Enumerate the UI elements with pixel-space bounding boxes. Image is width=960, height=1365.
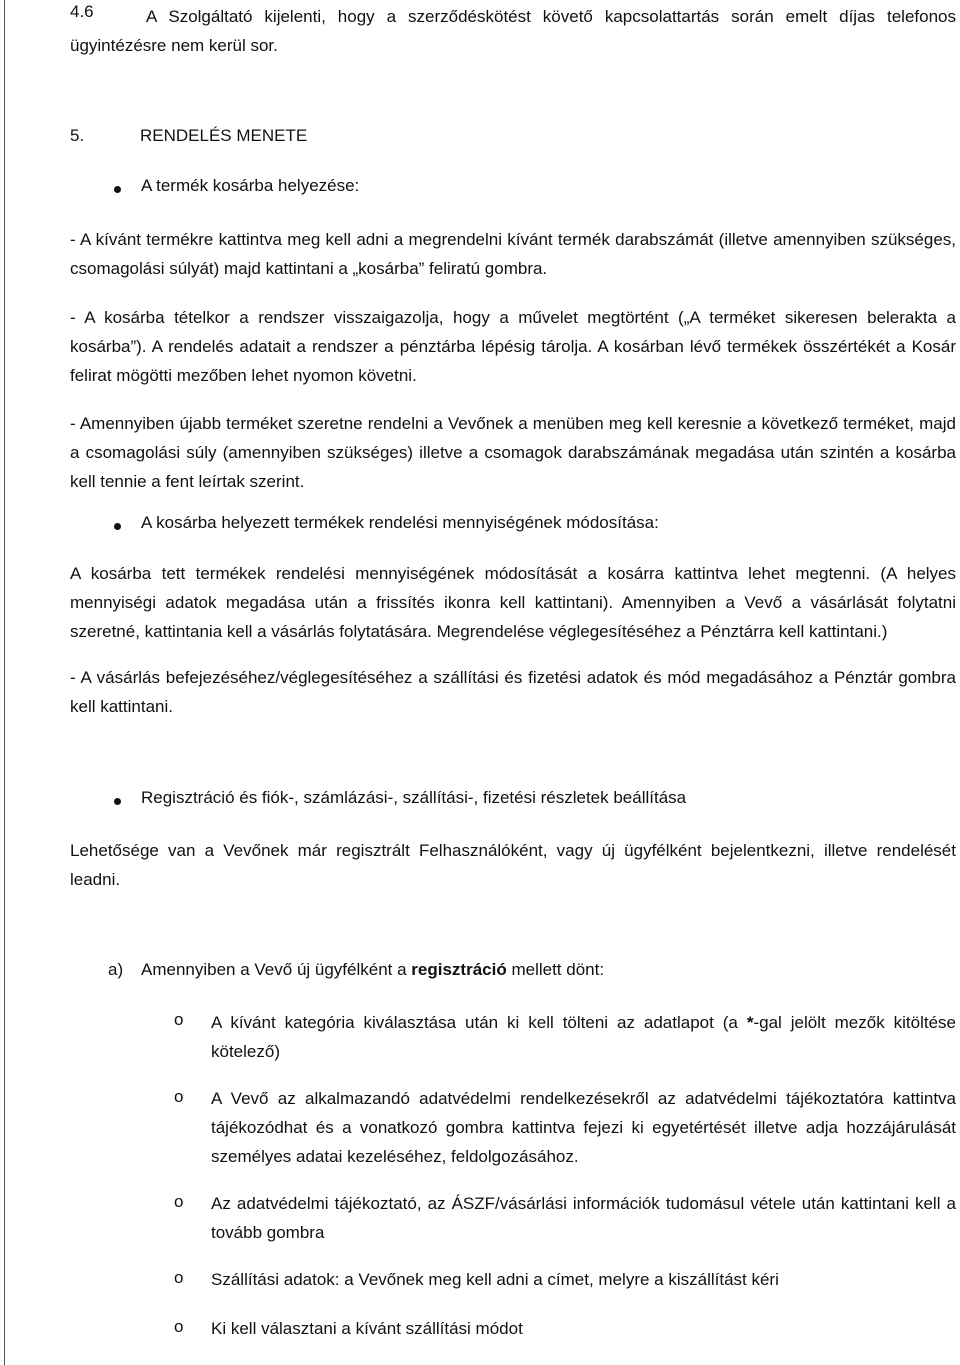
sub-item-1-bold: * bbox=[746, 1013, 754, 1032]
bullet-icon bbox=[114, 186, 121, 193]
section-4-6-number: 4.6 bbox=[70, 2, 94, 21]
bullet-1-para-2: - A kosárba tételkor a rendszer visszaigazolja, hogy a művelet megtörtént („A terméket sikeresen belerakta a kosárba”). A rendelés adatait a rendszer a pénztárba lépésig tárolja. A kosárban lévő termékek összértékét a Kosár felirat mögötti mezőben lehet nyomon követni. bbox=[70, 308, 956, 385]
bullet-1-para-1: - A kívánt termékre kattintva meg kell adni a megrendelni kívánt termék darabszámát (illetve amennyiben szükséges, csomagolási súlyát) majd kattintani a „kosárba” feliratú gombra. bbox=[70, 230, 956, 278]
item-a-text: Amennyiben a Vevő új ügyfélként a regisztráció mellett dönt: bbox=[141, 960, 605, 979]
sub-marker-icon: o bbox=[174, 1087, 184, 1106]
sub-marker-icon: o bbox=[174, 1010, 184, 1029]
bullet-2-title: A kosárba helyezett termékek rendelési mennyiségének módosítása: bbox=[141, 513, 659, 532]
bullet-2-body bbox=[70, 559, 956, 721]
sub-marker-icon: o bbox=[174, 1192, 184, 1211]
sub-marker-icon: o bbox=[174, 1268, 184, 1287]
bullet-2-para-1: A kosárba tett termékek rendelési mennyiségének módosítását a kosárra kattintva lehet megtenni. (A helyes mennyiségi adatok megadása után a frissítés ikonra kell kattintani). Amennyiben a Vevő a vásárlását folytatni szeretné, kattintania kell a vásárlás folytatására. Megrendelése véglegesítéséhez a Pénztárra kell kattintani.) bbox=[70, 564, 956, 641]
bullet-3-para-1: Lehetősége van a Vevőnek már regisztrált Felhasználóként, vagy új ügyfélként bejelentkezni, illetve rendelését leadni. bbox=[70, 841, 956, 889]
sub-item-1: A kívánt kategória kiválasztása után ki kell tölteni az adatlapot (a *-gal jelölt mezők kitöltése kötelező) bbox=[211, 1013, 956, 1061]
section-4-6 bbox=[70, 2, 956, 60]
bullet-1-body bbox=[70, 225, 956, 496]
bullet-3-title: Regisztráció és fiók-, számlázási-, szállítási-, fizetési részletek beállítása bbox=[141, 788, 687, 807]
section-4-6-text: A Szolgáltató kijelenti, hogy a szerződéskötést követő kapcsolattartás során emelt díjas telefonos ügyintézésre nem kerül sor. bbox=[70, 7, 956, 55]
section-5-title: RENDELÉS MENETE bbox=[140, 126, 308, 145]
sub-item-2: A Vevő az alkalmazandó adatvédelmi rendelkezésekről az adatvédelmi tájékoztatóra kattintva tájékozódhat és a vonatkozó gombra kattintva fejezi ki egyetértését illetve adja hozzájárulását személyes adatai kezeléséhez, feldolgozásához. bbox=[211, 1089, 956, 1166]
sub-item-3: Az adatvédelmi tájékoztató, az ÁSZF/vásárlási információk tudomásul vétele után kattintani kell a tovább gombra bbox=[211, 1194, 956, 1242]
sub-marker-icon: o bbox=[174, 1317, 184, 1336]
item-a-label: a) bbox=[108, 960, 124, 979]
section-5-number: 5. bbox=[70, 126, 85, 145]
bullet-icon bbox=[114, 523, 121, 530]
sub-item-5: Ki kell választani a kívánt szállítási módot bbox=[211, 1319, 523, 1338]
bullet-1-para-3: - Amennyiben újabb terméket szeretne rendelni a Vevőnek a menüben meg kell keresnie a következő terméket, majd a csomagolási súly (amennyiben szükséges) illetve a csomagok darabszámának megadása után szintén a kosárba kell tennie a fent leírtak szerint. bbox=[70, 414, 956, 491]
bullet-2-para-2: - A vásárlás befejezéséhez/véglegesítéséhez a szállítási és fizetési adatok és mód megadásához a Pénztár gombra kell kattintani. bbox=[70, 668, 956, 716]
bullet-icon bbox=[114, 798, 121, 805]
page-margin-line bbox=[4, 0, 5, 1365]
sub-item-4: Szállítási adatok: a Vevőnek meg kell adni a címet, melyre a kiszállítást kéri bbox=[211, 1270, 779, 1289]
item-a-bold: regisztráció bbox=[411, 960, 507, 979]
bullet-3-body bbox=[70, 836, 956, 894]
bullet-1-title: A termék kosárba helyezése: bbox=[141, 176, 360, 195]
